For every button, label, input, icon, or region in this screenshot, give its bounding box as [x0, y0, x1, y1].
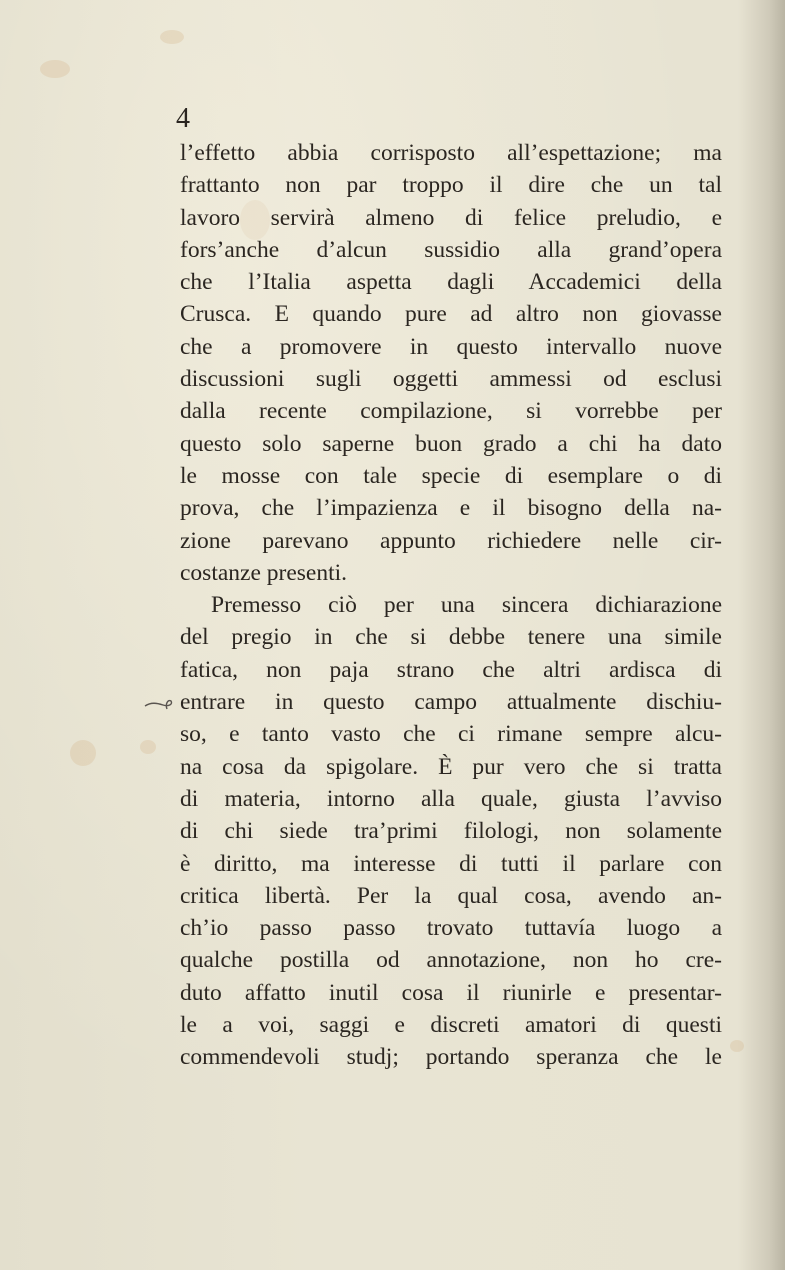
text-line: qualche postilla od annotazione, non ho cre-	[180, 947, 722, 974]
stain	[70, 740, 96, 766]
text-line: costanze presenti.	[180, 559, 348, 586]
text-line: zione parevano appunto richiedere nelle cir-	[180, 527, 722, 554]
text-line: di chi siede tra’primi filologi, non solamente	[180, 818, 722, 845]
text-line: prova, che l’impazienza e il bisogno della na-	[180, 495, 722, 522]
text-line: questo solo saperne buon grado a chi ha dato	[180, 430, 722, 457]
text-line: entrare in questo campo attualmente dischiu-	[180, 689, 722, 716]
text-line: frattanto non par troppo il dire che un tal	[180, 172, 722, 199]
text-line: so, e tanto vasto che ci rimane sempre alcu-	[180, 721, 722, 748]
stain	[140, 740, 156, 754]
paragraph-start-line: Premesso ciò per una sincera dichiarazione	[211, 592, 722, 619]
page-number: 4	[176, 103, 190, 134]
text-line: na cosa da spigolare. È pur vero che si tratta	[180, 753, 722, 780]
stain	[40, 60, 70, 78]
text-line: che l’Italia aspetta dagli Accademici della	[180, 269, 722, 296]
text-line: le a voi, saggi e discreti amatori di questi	[180, 1012, 722, 1039]
text-line: lavoro servirà almeno di felice preludio, e	[180, 204, 722, 231]
text-line: dalla recente compilazione, si vorrebbe per	[180, 398, 722, 425]
text-line: critica libertà. Per la qual cosa, avendo an-	[180, 882, 722, 909]
stain	[160, 30, 184, 44]
text-line: del pregio in che si debbe tenere una simile	[180, 624, 722, 651]
text-line: commendevoli studj; portando speranza che le	[180, 1044, 722, 1071]
body-text	[180, 137, 722, 1074]
text-line: fors’anche d’alcun sussidio alla grand’opera	[180, 236, 722, 263]
text-line: è diritto, ma interesse di tutti il parlare con	[180, 850, 722, 877]
text-line: che a promovere in questo intervallo nuove	[180, 333, 722, 360]
text-line: di materia, intorno alla quale, giusta l’avviso	[180, 785, 722, 812]
text-line: duto affatto inutil cosa il riunirle e presentar-	[180, 979, 722, 1006]
text-line: discussioni sugli oggetti ammessi od esclusi	[180, 366, 722, 393]
text-line: fatica, non paja strano che altri ardisca di	[180, 656, 722, 683]
text-line: le mosse con tale specie di esemplare o di	[180, 462, 722, 489]
handwritten-margin-mark-icon	[143, 693, 179, 715]
text-line: l’effetto abbia corrisposto all’espettazione; ma	[180, 140, 722, 166]
stain	[730, 1040, 744, 1052]
text-line: Crusca. E quando pure ad altro non giovasse	[180, 301, 722, 328]
text-line: ch’io passo passo trovato tuttavía luogo a	[180, 915, 722, 942]
